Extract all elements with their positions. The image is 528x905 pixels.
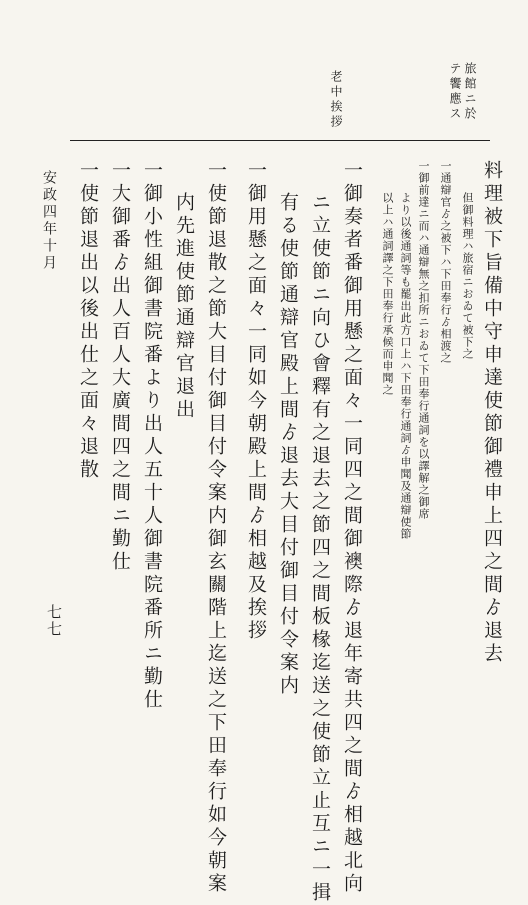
text-column-8: ニ立使節ニ向ひ會釋有之退去之節四之間板椽迄送之使節立止互ニ一揖 — [309, 192, 331, 905]
text-column-11: 一使節退散之節大目付御目付令案内御玄關階上迄送之下田奉行如今朝案 — [205, 160, 227, 896]
marginal-note-left: 老中挨拶 — [329, 70, 343, 130]
text-column-7: 一御奏者番御用懸之面々一同四之間御襖際ゟ退年寄共四之間ゟ相越北向 — [341, 160, 363, 896]
text-column-4: 一御前達ニ而ハ通辯無之扣所ニおゐて下田奉行通詞を以譯解之御席 — [417, 160, 430, 520]
text-column-9: 有る使節通辯官殿上間ゟ退去大目付御目付令案内 — [277, 192, 299, 698]
text-column-13: 一御小性組御書院番より出人五十人御書院番所ニ勤仕 — [141, 160, 163, 712]
date-line: 安政四年十月 — [41, 170, 57, 272]
header-rule — [70, 140, 490, 141]
text-column-6: 以上ハ通詞譯之下田奉行承候而申聞之 — [381, 192, 394, 396]
page-number: 七七 — [45, 604, 63, 638]
text-column-3: 一通辯官ゟ之被下ハ下田奉行ゟ相渡之 — [439, 160, 452, 364]
text-column-1: 料理被下旨備中守申達使節御禮申上四之間ゟ退去 — [481, 160, 503, 666]
text-column-15: 一使節退出以後出仕之面々退散 — [77, 160, 99, 482]
marginal-note-right-1: 旅館ニ於 — [463, 62, 477, 122]
text-column-5: より以後通詞等も罷出此方口上ハ下田奉行通詞ゟ申聞及通辯使節 — [399, 192, 412, 540]
text-column-10: 一御用懸之面々一同如今朝殿上間ゟ相越及挨拶 — [245, 160, 267, 643]
text-column-14: 一大御番ゟ出人百人大廣間四之間ニ勤仕 — [109, 160, 131, 574]
marginal-note-right-2: テ饗應ス — [448, 62, 462, 122]
text-column-12: 内先進使節通辯官退出 — [173, 192, 195, 422]
text-column-2: 但御料理ハ旅宿ニおゐて被下之 — [461, 192, 474, 360]
